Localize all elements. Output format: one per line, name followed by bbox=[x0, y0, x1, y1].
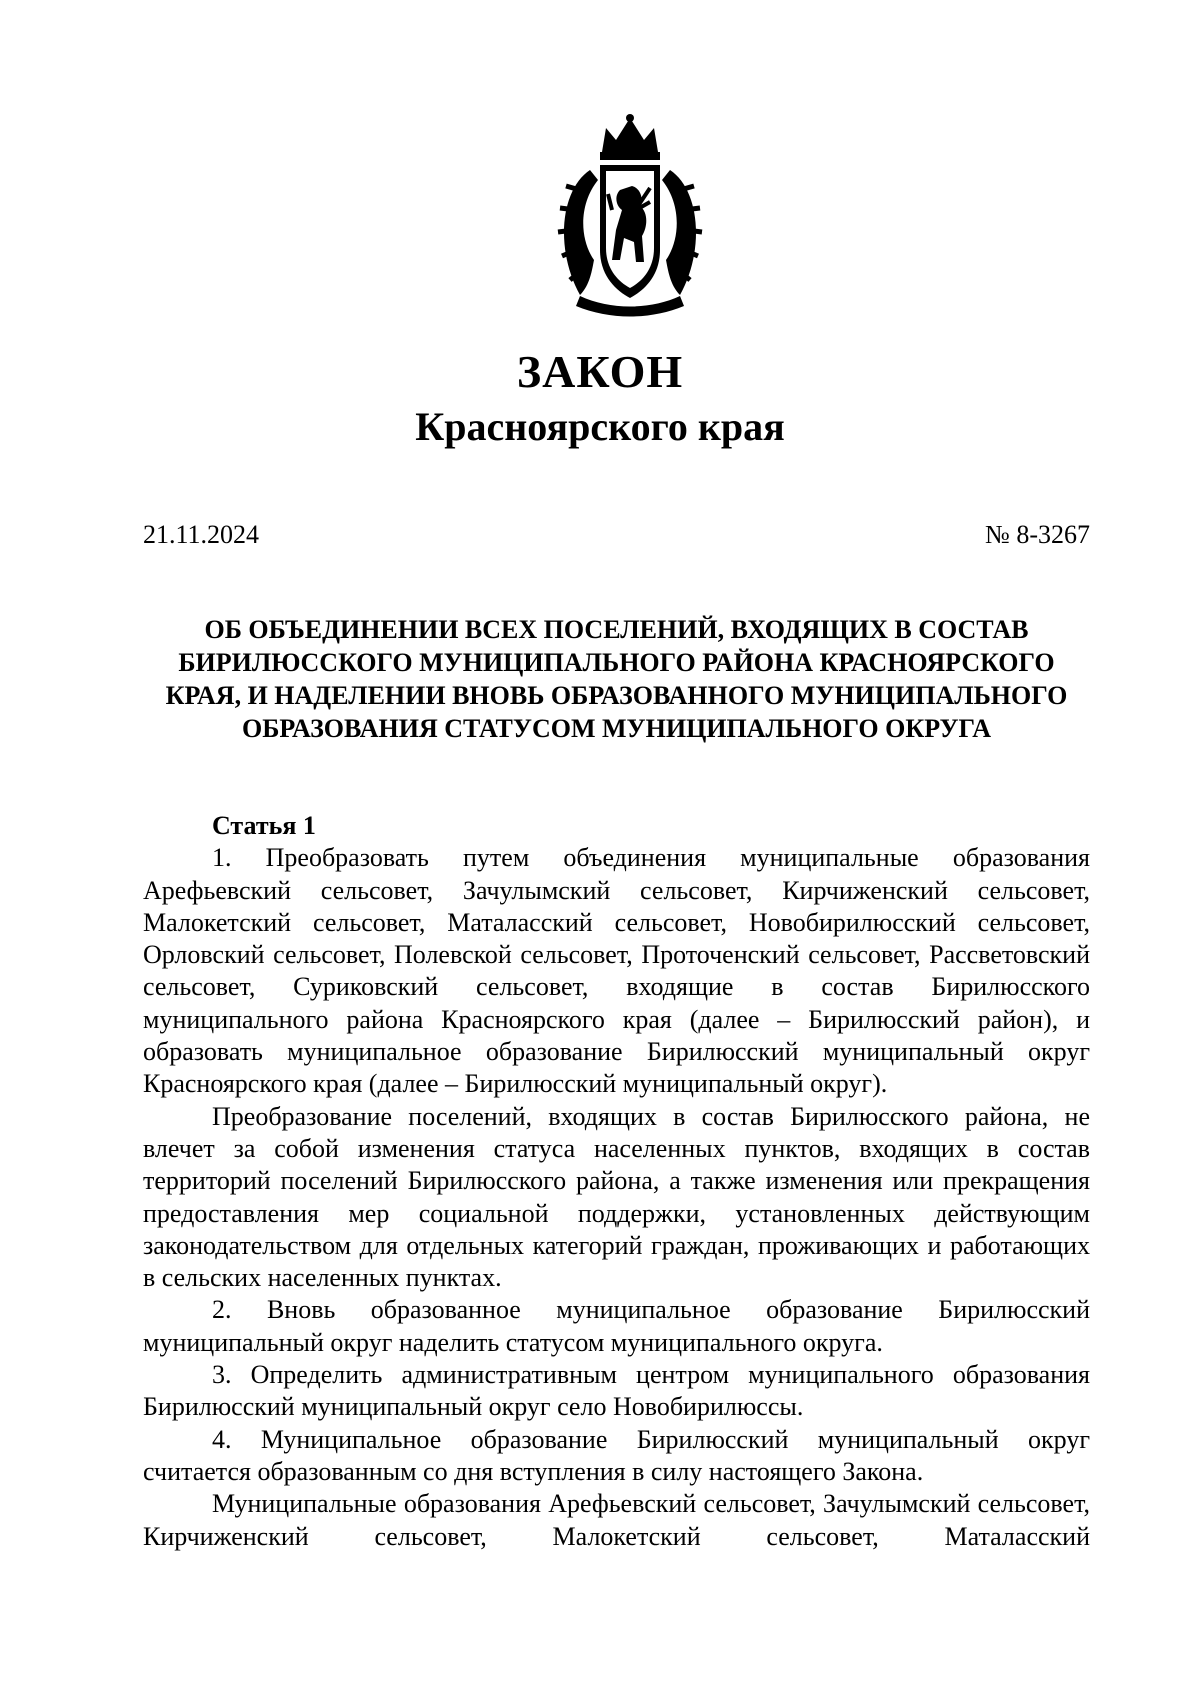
paragraph: 3. Определить административным центром муниципального образования Бирилюсский муниципальный округ село Новобирилюссы. bbox=[143, 1360, 1090, 1422]
paragraph: Преобразование поселений, входящих в состав Бирилюсского района, не влечет за собой изменения статуса населенных пунктов, входящих в состав территорий поселений Бирилюсского района, а также изменения или прекращения предоставления мер социальной поддержки, установленных действующим законодательством для отдельных категорий граждан, проживающих и работающих в сельских населенных пунктах. bbox=[143, 1101, 1090, 1293]
paragraph: 2. Вновь образованное муниципальное образование Бирилюсский муниципальный округ наделить статусом муниципального округа. bbox=[143, 1295, 1090, 1357]
document-number: № 8-3267 bbox=[985, 520, 1090, 549]
heading-line: БИРИЛЮССКОГО МУНИЦИПАЛЬНОГО РАЙОНА КРАСНОЯРСКОГО bbox=[178, 648, 1055, 677]
coat-of-arms-icon bbox=[550, 110, 710, 320]
paragraph: Муниципальные образования Арефьевский сельсовет, Зачулымский сельсовет, Кирчиженский сельсовет, Малокетский сельсовет, Маталасский bbox=[143, 1489, 1090, 1551]
document-title: ЗАКОН bbox=[516, 346, 684, 397]
document-subtitle: Красноярского края bbox=[415, 404, 785, 449]
document-date: 21.11.2024 bbox=[143, 520, 260, 549]
heading-line: ОБРАЗОВАНИЯ СТАТУСОМ МУНИЦИПАЛЬНОГО ОКРУГА bbox=[241, 714, 992, 743]
paragraph: 1. Преобразовать путем объединения муниципальные образования Арефьевский сельсовет, Зачулымский сельсовет, Кирчиженский сельсовет, Малокетский сельсовет, Маталасский сельсовет, Новобирилюсский сельсовет, Орловский сельсовет, Полевской сельсовет, Проточенский сельсовет, Рассветовский сельсовет, Суриковский сельсовет, входящие в состав Бирилюсского муниципального района Красноярского края (далее – Бирилюсский район), и образовать муниципальное образование Бирилюсский муниципальный округ Красноярского края (далее – Бирилюсский муниципальный округ). bbox=[143, 843, 1090, 1099]
paragraph: 4. Муниципальное образование Бирилюсский муниципальный округ считается образованным со дня вступления в силу настоящего Закона. bbox=[143, 1424, 1090, 1486]
article-title: Статья 1 bbox=[212, 811, 316, 840]
document-body bbox=[143, 810, 1090, 1553]
document-heading bbox=[143, 613, 1090, 745]
heading-line: КРАЯ, И НАДЕЛЕНИИ ВНОВЬ ОБРАЗОВАННОГО МУНИЦИПАЛЬНОГО bbox=[165, 681, 1068, 710]
date-number-row bbox=[143, 518, 1090, 552]
heading-line: ОБ ОБЪЕДИНЕНИИ ВСЕХ ПОСЕЛЕНИЙ, ВХОДЯЩИХ В СОСТАВ bbox=[204, 615, 1029, 644]
